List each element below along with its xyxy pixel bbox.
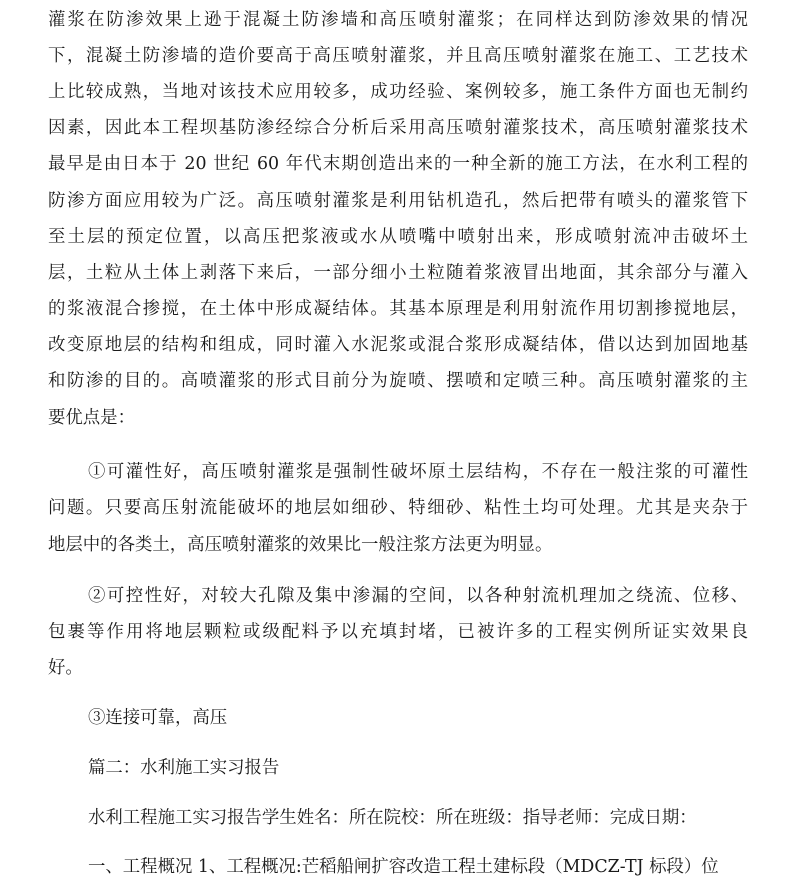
text-line: 和防渗的目的。高喷灌浆的形式目前分为旋喷、摆喷和定喷三种。高压喷射灌浆的主	[48, 371, 748, 391]
text-line: 一、工程概况 1、工程概况:芒稻船闸扩容改造工程土建标段（MDCZ-TJ 标段）位	[88, 857, 719, 877]
text-line: 包裹等作用将地层颗粒或级配料予以充填封堵，已被许多的工程实例所证实效果良	[48, 622, 748, 642]
text-line: 最早是由日本于 20 世纪 60 年代末期创造出来的一种全新的施工方法，在水利工程的	[48, 154, 748, 174]
text-line: ②可控性好，对较大孔隙及集中渗漏的空间，以各种射流机理加之绕流、位移、	[88, 586, 748, 606]
text-line: 水利工程施工实习报告学生姓名：所在院校：所在班级：指导老师：完成日期：	[88, 808, 697, 828]
text-line: 好。	[48, 658, 83, 678]
text-line: 改变原地层的结构和组成，同时灌入水泥浆或混合浆形成凝结体，借以达到加固地基	[48, 335, 748, 355]
text-line: 层，土粒从土体上剥落下来后，一部分细小土粒随着浆液冒出地面，其余部分与灌入	[48, 263, 748, 283]
text-line: 要优点是：	[48, 408, 135, 428]
text-line: 至土层的预定位置，以高压把浆液或水从喷嘴中喷射出来，形成喷射流冲击破坏土	[48, 227, 748, 247]
text-line: 灌浆在防渗效果上逊于混凝土防渗墙和高压喷射灌浆；在同样达到防渗效果的情况	[48, 10, 748, 30]
text-line: ①可灌性好，高压喷射灌浆是强制性破坏原土层结构，不存在一般注浆的可灌性	[88, 462, 748, 482]
text-line: 地层中的各类土，高压喷射灌浆的效果比一般注浆方法更为明显。	[48, 535, 553, 555]
section-heading: 篇二：水利施工实习报告	[88, 758, 280, 778]
text-line: 因素，因此本工程坝基防渗经综合分析后采用高压喷射灌浆技术，高压喷射灌浆技术	[48, 118, 748, 138]
text-line: 上比较成熟，当地对该技术应用较多，成功经验、案例较多，施工条件方面也无制约	[48, 82, 748, 102]
text-line: 下，混凝土防渗墙的造价要高于高压喷射灌浆，并且高压喷射灌浆在施工、工艺技术	[48, 46, 748, 66]
text-line: 的浆液混合掺搅，在土体中形成凝结体。其基本原理是利用射流作用切割掺搅地层，	[48, 299, 748, 319]
text-line: 问题。只要高压射流能破坏的地层如细砂、特细砂、粘性土均可处理。尤其是夹杂于	[48, 498, 748, 518]
text-line: 防渗方面应用较为广泛。高压喷射灌浆是利用钻机造孔，然后把带有喷头的灌浆管下	[48, 191, 748, 211]
text-line: ③连接可靠，高压	[88, 708, 228, 728]
